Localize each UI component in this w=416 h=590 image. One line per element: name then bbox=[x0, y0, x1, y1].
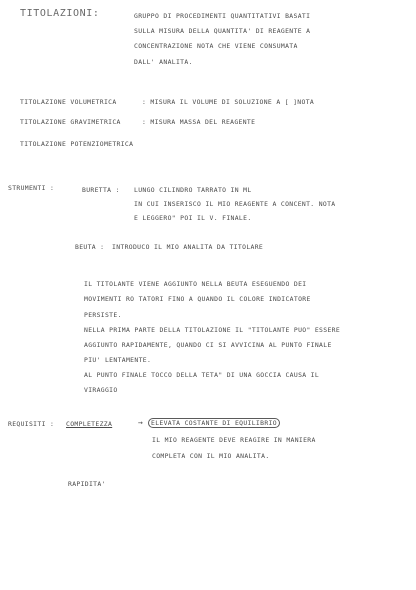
requisiti-label: REQUISITI : bbox=[8, 420, 55, 428]
titration-type-name: TITOLAZIONE POTENZIOMETRICA bbox=[20, 140, 134, 148]
strumenti-label: STRUMENTI : bbox=[8, 184, 55, 192]
buretta-line-3: E LEGGERO" POI IL V. FINALE. bbox=[134, 214, 252, 222]
paragraph-line-4: NELLA PRIMA PARTE DELLA TITOLAZIONE IL "TITOLANTE PUO" ESSERE bbox=[84, 326, 341, 334]
titration-type-desc: : MISURA IL VOLUME DI SOLUZIONE A [ ]NOTA bbox=[142, 98, 315, 106]
paragraph-line-6: PIU' LENTAMENTE. bbox=[84, 356, 152, 364]
beuta-label: BEUTA : bbox=[75, 243, 105, 251]
arrow-icon: → bbox=[138, 418, 144, 427]
titration-type-name: TITOLAZIONE GRAVIMETRICA bbox=[20, 118, 121, 126]
paragraph-line-8: VIRAGGIO bbox=[84, 386, 118, 394]
buretta-label: BURETTA : bbox=[82, 186, 120, 194]
paragraph-line-5: AGGIUNTO RAPIDAMENTE, QUANDO CI SI AVVICINA AL PUNTO FINALE bbox=[84, 341, 332, 349]
page-title: TITOLAZIONI: bbox=[20, 8, 100, 19]
buretta-line-1: LUNGO CILINDRO TARRATO IN ML bbox=[134, 186, 252, 194]
paragraph-line-3: PERSISTE. bbox=[84, 311, 122, 319]
definition-line-2: SULLA MISURA DELLA QUANTITA' DI REAGENTE A bbox=[134, 27, 311, 35]
requisito-rapidita: RAPIDITA' bbox=[68, 480, 106, 488]
requisito-completezza-detail: ELEVATA COSTANTE DI EQUILIBRIO bbox=[148, 418, 280, 428]
requisiti-detail-line-1: IL MIO REAGENTE DEVE REAGIRE IN MANIERA bbox=[152, 436, 316, 444]
paragraph-line-7: AL PUNTO FINALE TOCCO DELLA TETA" DI UNA GOCCIA CAUSA IL bbox=[84, 371, 320, 379]
beuta-text: INTRODUCO IL MIO ANALITA DA TITOLARE bbox=[112, 243, 264, 251]
definition-line-1: GRUPPO DI PROCEDIMENTI QUANTITATIVI BASATI bbox=[134, 12, 311, 20]
titration-type-name: TITOLAZIONE VOLUMETRICA bbox=[20, 98, 117, 106]
titration-type-desc: : MISURA MASSA DEL REAGENTE bbox=[142, 118, 256, 126]
requisiti-detail-line-2: COMPLETA CON IL MIO ANALITA. bbox=[152, 452, 270, 460]
paragraph-line-2: MOVIMENTI RO TATORI FINO A QUANDO IL COLORE INDICATORE bbox=[84, 295, 311, 303]
buretta-line-2: IN CUI INSERISCO IL MIO REAGENTE A CONCENT. NOTA bbox=[134, 200, 336, 208]
paragraph-line-1: IL TITOLANTE VIENE AGGIUNTO NELLA BEUTA ESEGUENDO DEI bbox=[84, 280, 307, 288]
definition-line-4: DALL' ANALITA. bbox=[134, 58, 193, 66]
requisito-completezza: COMPLETEZZA bbox=[66, 420, 113, 428]
definition-line-3: CONCENTRAZIONE NOTA CHE VIENE CONSUMATA bbox=[134, 42, 298, 50]
